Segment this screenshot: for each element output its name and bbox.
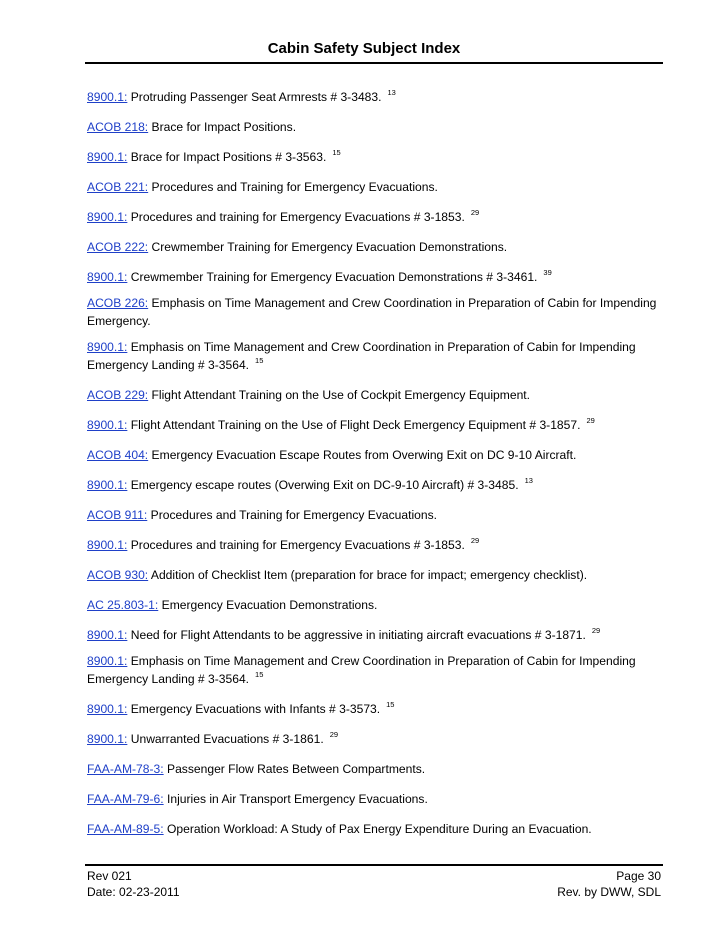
index-entry [87,594,662,624]
entry-reference-link[interactable]: 8900.1: [87,628,128,642]
index-entry [87,654,662,698]
entry-text: Operation Workload: A Study of Pax Energy Expenditure During an Evacuation. [167,822,592,836]
entry-text: Emergency Evacuation Escape Routes from Overwing Exit on DC 9-10 Aircraft. [151,448,577,462]
entry-reference-link[interactable]: ACOB 911: [87,508,148,522]
entry-text: Protruding Passenger Seat Armrests # 3-3483. [130,90,382,104]
entry-text: Brace for Impact Positions # 3-3563. [130,150,327,164]
entry-text: Unwarranted Evacuations # 3-1861. [130,732,324,746]
entry-text: Brace for Impact Positions. [151,120,297,134]
entry-text: Need for Flight Attendants to be aggressive in initiating aircraft evacuations # 3-1871. [130,628,586,642]
entry-text: Emphasis on Time Management and Crew Coordination in Preparation of Cabin for Impending Emergency Landing # 3-3564. [87,340,636,372]
entry-reference-link[interactable]: 8900.1: [87,418,128,432]
entry-reference-link[interactable]: 8900.1: [87,150,128,164]
entry-superscript: 29 [586,416,595,425]
entry-text: Passenger Flow Rates Between Compartments. [167,762,426,776]
entry-reference-link[interactable]: 8900.1: [87,270,128,284]
index-entry [87,534,662,564]
entry-reference-link[interactable]: FAA-AM-78-3: [87,762,164,776]
entry-superscript: 13 [524,476,533,485]
index-entry [87,146,662,176]
index-entry [87,116,662,146]
index-entry [87,206,662,236]
entry-reference-link[interactable]: FAA-AM-79-6: [87,792,164,806]
entry-text: Emergency escape routes (Overwing Exit on DC-9-10 Aircraft) # 3-3485. [130,478,519,492]
entry-text: Flight Attendant Training on the Use of Cockpit Emergency Equipment. [151,388,531,402]
entry-reference-link[interactable]: 8900.1: [87,538,128,552]
entry-reference-link[interactable]: 8900.1: [87,340,128,354]
entry-reference-link[interactable]: 8900.1: [87,210,128,224]
index-entry [87,788,662,818]
footer-revision: Rev 021 [87,869,132,883]
entry-reference-link[interactable]: FAA-AM-89-5: [87,822,164,836]
index-entry [87,340,662,384]
index-entry [87,86,662,116]
index-entry [87,266,662,296]
entry-reference-link[interactable]: 8900.1: [87,654,128,668]
entry-superscript: 29 [470,208,480,217]
entry-superscript: 15 [386,700,395,709]
index-entry [87,444,662,474]
index-entry [87,728,662,758]
entry-reference-link[interactable]: ACOB 222: [87,240,149,254]
index-entry [87,414,662,444]
entry-reference-link[interactable]: AC 25.803-1: [87,598,159,612]
entry-reference-link[interactable]: 8900.1: [87,90,128,104]
entry-text: Emergency Evacuation Demonstrations. [161,598,378,612]
footer-page-number: Page 30 [616,869,661,883]
entry-reference-link[interactable]: 8900.1: [87,478,128,492]
entry-superscript: 15 [255,356,264,365]
index-entry [87,624,662,654]
entry-text: Flight Attendant Training on the Use of Flight Deck Emergency Equipment # 3-1857. [130,418,581,432]
entry-reference-link[interactable]: 8900.1: [87,732,128,746]
entry-reference-link[interactable]: ACOB 218: [87,120,149,134]
entry-text: Emphasis on Time Management and Crew Coordination in Preparation of Cabin for Impending Emergency Landing # 3-3564. [87,654,636,686]
entry-superscript: 13 [387,88,396,97]
entry-superscript: 15 [255,670,264,679]
entry-text: Injuries in Air Transport Emergency Evacuations. [167,792,428,806]
entry-superscript: 15 [332,148,341,157]
footer-date: Date: 02-23-2011 [87,885,180,899]
entry-text: Addition of Checklist Item (preparation for brace for impact; emergency checklist). [150,568,588,582]
entry-reference-link[interactable]: ACOB 229: [87,388,149,402]
entry-text: Procedures and Training for Emergency Evacuations. [151,180,438,194]
entry-reference-link[interactable]: ACOB 221: [87,180,149,194]
entry-superscript: 39 [543,268,552,277]
entry-text: Procedures and training for Emergency Evacuations # 3-1853. [130,210,465,224]
entry-text: Crewmember Training for Emergency Evacuation Demonstrations. [151,240,508,254]
index-entry [87,236,662,266]
subject-index-list [87,86,662,848]
page-title: Cabin Safety Subject Index [267,40,461,57]
footer-rule [85,864,663,866]
index-entry [87,504,662,534]
index-entry [87,384,662,414]
entry-reference-link[interactable]: ACOB 226: [87,296,149,310]
index-entry [87,474,662,504]
entry-reference-link[interactable]: ACOB 404: [87,448,149,462]
footer-row-2 [87,884,661,900]
index-entry [87,758,662,788]
footer-revised-by: Rev. by DWW, SDL [557,885,661,899]
entry-reference-link[interactable]: ACOB 930: [87,568,149,582]
entry-text: Crewmember Training for Emergency Evacuation Demonstrations # 3-3461. [130,270,538,284]
entry-text: Emphasis on Time Management and Crew Coordination in Preparation of Cabin for Impending Emergency. [87,296,657,328]
header-rule [85,62,663,64]
entry-superscript: 29 [470,536,480,545]
index-entry [87,818,662,848]
entry-text: Emergency Evacuations with Infants # 3-3573. [130,702,381,716]
entry-text: Procedures and training for Emergency Evacuations # 3-1853. [130,538,465,552]
entry-superscript: 29 [591,626,601,635]
index-entry [87,698,662,728]
footer-row-1 [87,868,661,884]
index-entry [87,176,662,206]
index-entry [87,296,662,340]
index-entry [87,564,662,594]
entry-reference-link[interactable]: 8900.1: [87,702,128,716]
entry-superscript: 29 [329,730,339,739]
entry-text: Procedures and Training for Emergency Evacuations. [150,508,438,522]
